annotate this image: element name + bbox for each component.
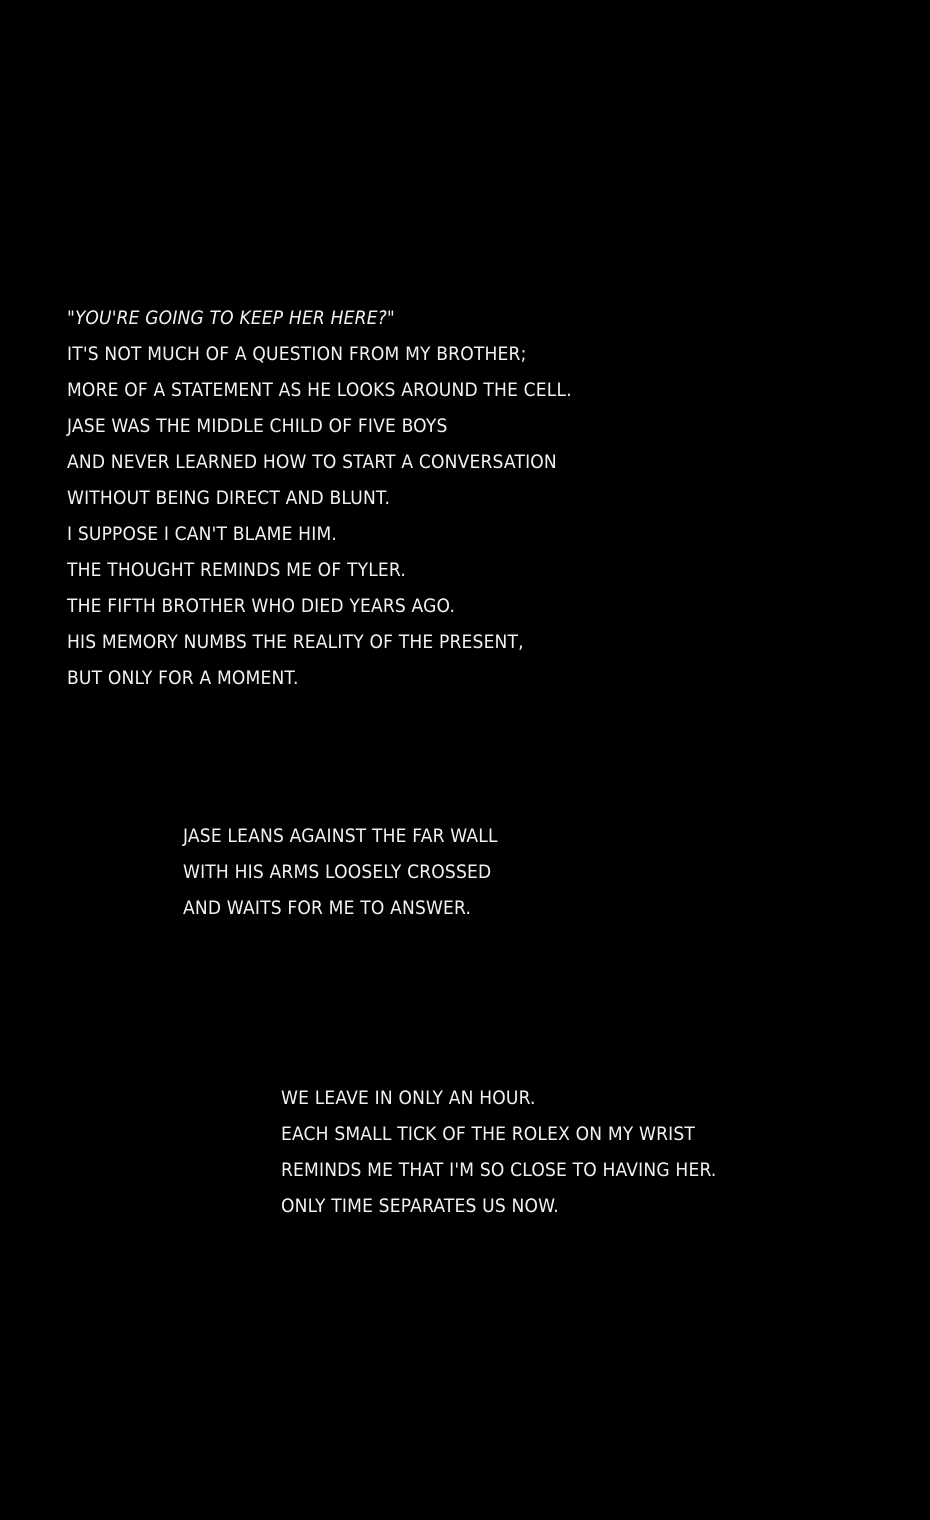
narration-line: WITHOUT BEING DIRECT AND BLUNT. xyxy=(67,487,391,509)
narration-line: MORE OF A STATEMENT AS HE LOOKS AROUND THE CELL. xyxy=(67,379,572,401)
narration-line: WE LEAVE IN ONLY AN HOUR. xyxy=(281,1087,536,1109)
narration-line: JASE LEANS AGAINST THE FAR WALL xyxy=(183,825,498,847)
narration-line: EACH SMALL TICK OF THE ROLEX ON MY WRIST xyxy=(281,1123,696,1145)
narration-line: ONLY TIME SEPARATES US NOW. xyxy=(281,1195,559,1217)
narration-line: WITH HIS ARMS LOOSELY CROSSED xyxy=(183,861,492,883)
narration-line: I SUPPOSE I CAN'T BLAME HIM. xyxy=(67,523,337,545)
narration-line: THE FIFTH BROTHER WHO DIED YEARS AGO. xyxy=(67,595,456,617)
narration-block-2 xyxy=(183,818,533,926)
narration-line: JASE WAS THE MIDDLE CHILD OF FIVE BOYS xyxy=(67,415,448,437)
narration-line: REMINDS ME THAT I'M SO CLOSE TO HAVING HER. xyxy=(281,1159,717,1181)
narration-line: THE THOUGHT REMINDS ME OF TYLER. xyxy=(67,559,406,581)
narration-line: AND NEVER LEARNED HOW TO START A CONVERSATION xyxy=(67,451,557,473)
narration-line: BUT ONLY FOR A MOMENT. xyxy=(67,667,299,689)
narration-block-3 xyxy=(281,1080,765,1224)
dialogue-quote: "YOU'RE GOING TO KEEP HER HERE?" xyxy=(67,307,395,329)
narration-line: HIS MEMORY NUMBS THE REALITY OF THE PRESENT, xyxy=(67,631,524,653)
narration-line: AND WAITS FOR ME TO ANSWER. xyxy=(183,897,472,919)
narration-line: IT'S NOT MUCH OF A QUESTION FROM MY BROTHER; xyxy=(67,343,527,365)
narration-block-1 xyxy=(67,300,628,696)
